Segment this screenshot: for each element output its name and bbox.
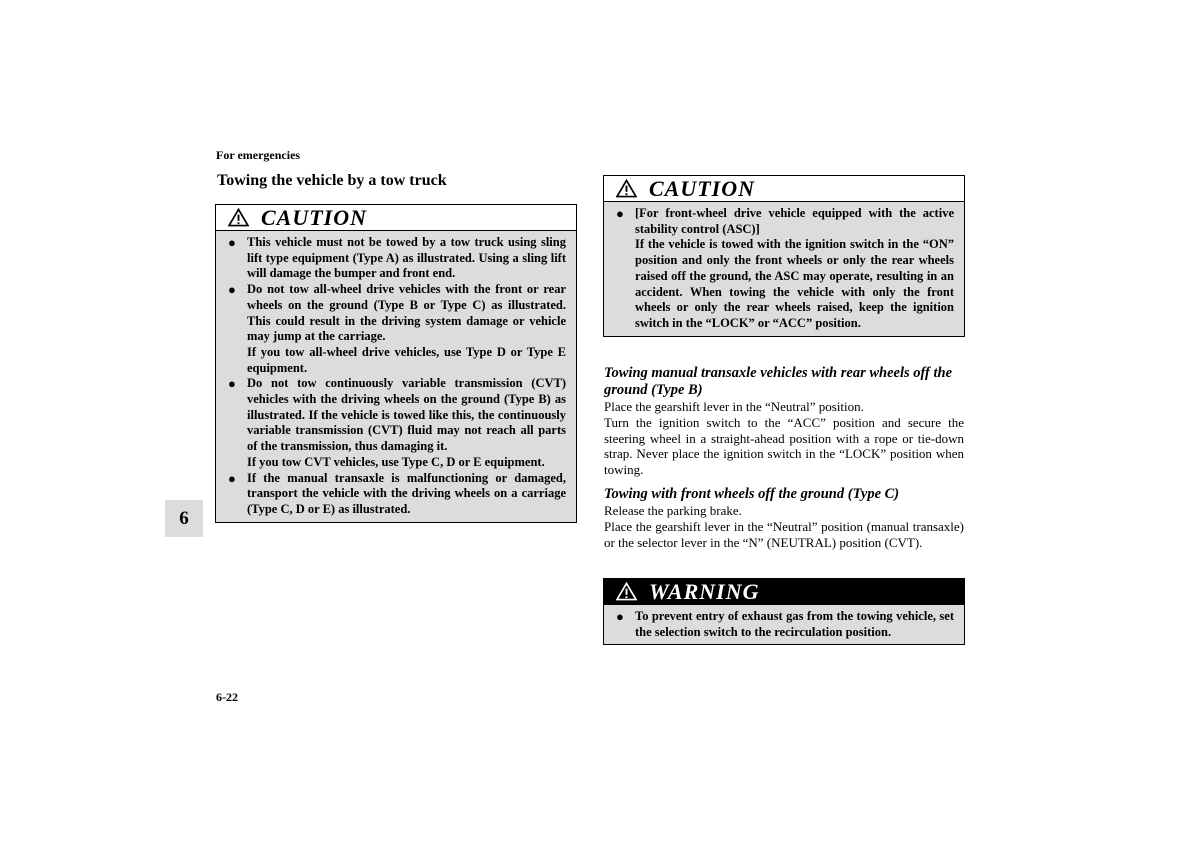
item-paragraph: [For front-wheel drive vehicle equipped with the active stability control (ASC)] (635, 206, 954, 236)
item-paragraph: If you tow CVT vehicles, use Type C, D or E equipment. (247, 454, 545, 469)
item-paragraph: This vehicle must not be towed by a tow truck using sling lift type equipment (Type A) as illustrated. Using a sling lift will damage the bumper and front end. (247, 235, 566, 281)
warning-triangle-icon (228, 208, 249, 227)
bullet-icon: ● (616, 609, 624, 624)
section-text (604, 503, 964, 550)
item-text (247, 376, 566, 470)
section-type-b (604, 365, 964, 478)
section-text (604, 399, 964, 478)
caution-header (216, 205, 576, 231)
list-item (616, 206, 954, 332)
bullet-icon: ● (616, 206, 624, 221)
item-paragraph: To prevent entry of exhaust gas from the towing vehicle, set the selection switch to the recirculation position. (635, 609, 954, 639)
paragraph: Release the parking brake. (604, 503, 742, 518)
warning-triangle-icon (616, 582, 637, 601)
page-number: 6-22 (216, 690, 238, 704)
caution-label: CAUTION (649, 175, 756, 201)
section-heading: Towing manual transaxle vehicles with rear wheels off the ground (Type B) (604, 365, 953, 398)
section-heading: Towing with front wheels off the ground (Type C) (604, 486, 900, 502)
caution-body (216, 231, 576, 522)
paragraph: Turn the ignition switch to the “ACC” position and secure the steering wheel in a straight-ahead position with a rope or tie-down strap. Never place the ignition switch in the “LOCK” position when towing. (604, 414, 964, 478)
list-item (228, 471, 566, 518)
paragraph: Place the gearshift lever in the “Neutral” position (manual transaxle) or the selector lever in the “N” (NEUTRAL) position (CVT). (604, 518, 964, 550)
section-type-c (604, 486, 964, 550)
warning-header (604, 579, 964, 605)
item-text (247, 235, 566, 282)
warning-box (603, 578, 965, 645)
list-item (228, 282, 566, 376)
list-item (228, 235, 566, 282)
section-label: For emergencies (216, 148, 301, 162)
item-paragraph: If you tow all-wheel drive vehicles, use Type D or Type E equipment. (247, 344, 566, 375)
warning-label: WARNING (649, 578, 760, 604)
warning-triangle-icon (616, 179, 637, 198)
bullet-icon: ● (228, 470, 236, 486)
item-text (247, 282, 566, 376)
item-paragraph: If the vehicle is towed with the ignition switch in the “ON” position and only the front wheels or only the rear wheels raised off the ground, the ASC may operate, resulting in an accident. When towing the vehicle with only the front wheels or only the rear wheels raised, keep the ignition switch in the “LOCK” or “ACC” position. (635, 237, 954, 330)
item-text (247, 471, 566, 518)
chapter-tab[interactable]: 6 (165, 500, 203, 537)
item-paragraph: Do not tow continuously variable transmission (CVT) vehicles with the driving wheels on the ground (Type B) as illustrated. If the vehicle is towed like this, the continuously variable transmission (CVT) fluid may not reach all parts of the transmission, thus damaging it. (247, 376, 566, 454)
list-item (616, 609, 954, 640)
item-paragraph: Do not tow all-wheel drive vehicles with the front or rear wheels on the ground (Type B or Type C) as illustrated. This could result in the driving system damage or vehicle may jump at the carriage. (247, 282, 566, 344)
page-heading: Towing the vehicle by a tow truck (217, 172, 447, 189)
bullet-icon: ● (228, 235, 236, 250)
paragraph: Place the gearshift lever in the “Neutral” position. (604, 399, 864, 414)
item-paragraph: If the manual transaxle is malfunctioning or damaged, transport the vehicle with the driving wheels on a carriage (Type C, D or E) as illustrated. (247, 470, 566, 516)
warning-body (604, 605, 964, 644)
caution-box-right (603, 175, 965, 337)
caution-label: CAUTION (261, 204, 368, 230)
item-text (635, 609, 954, 640)
caution-header (604, 176, 964, 202)
bullet-icon: ● (228, 376, 236, 392)
caution-body (604, 202, 964, 336)
item-text (635, 206, 954, 332)
list-item (228, 376, 566, 470)
caution-box-left (215, 204, 577, 523)
bullet-icon: ● (228, 282, 236, 298)
